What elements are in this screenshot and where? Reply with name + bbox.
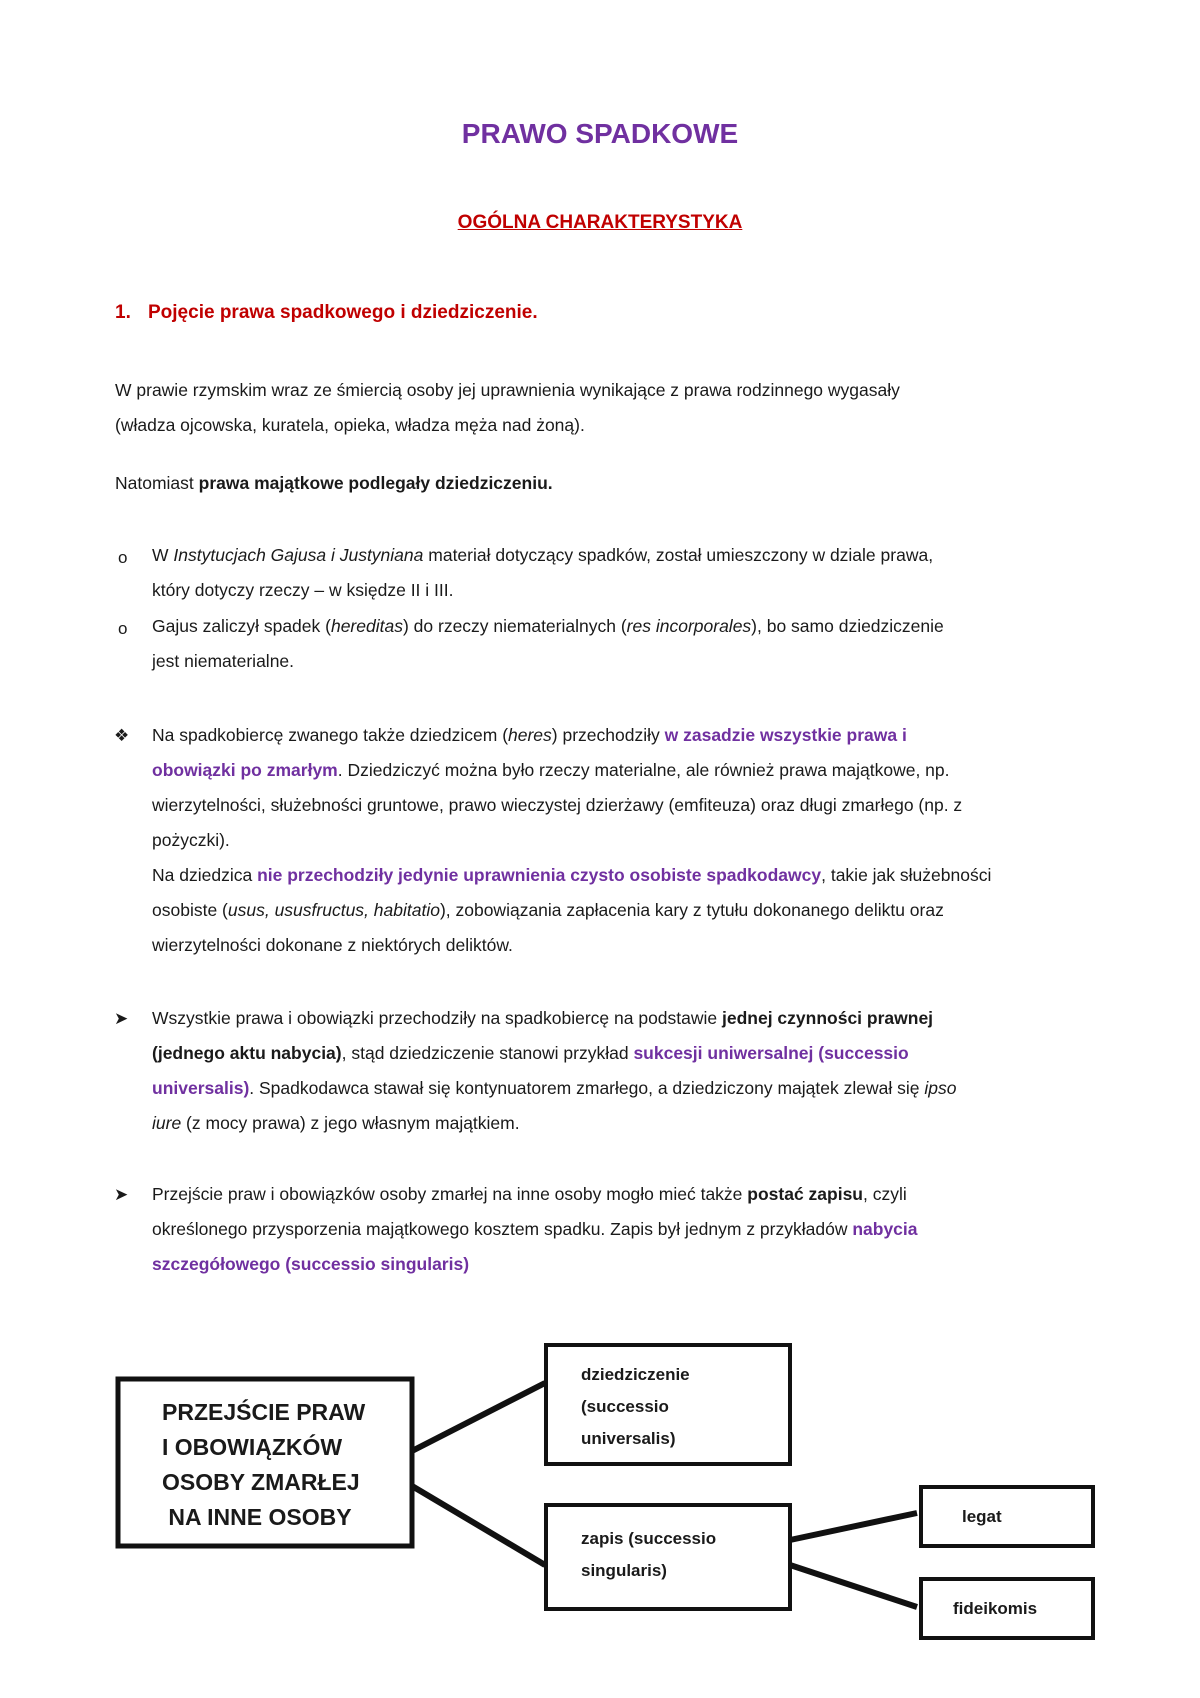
- main-box-line: OSOBY ZMARŁEJ: [162, 1469, 360, 1495]
- text: . Dziedziczyć można było rzeczy materialne, ale również prawa majątkowe, np.: [337, 760, 950, 780]
- legat-box: [921, 1487, 1093, 1546]
- document-subtitle: OGÓLNA CHARAKTERYSTYKA: [457, 212, 743, 233]
- highlight: nie przechodziły jedynie uprawnienia czysto osobiste spadkodawcy: [257, 865, 822, 885]
- zapis-box-text: [581, 1523, 716, 1587]
- text-bold: (jednego aktu nabycia): [152, 1043, 342, 1063]
- bullet-2-italic-1: hereditas: [330, 616, 403, 636]
- dziedziczenie-box-text: [581, 1359, 690, 1455]
- document-title: PRAWO SPADKOWE: [461, 118, 739, 149]
- natomiast-text: Natomiast: [115, 473, 199, 493]
- text-bold: jednej czynności prawnej: [722, 1008, 934, 1028]
- dziedziczenie-line: (successio: [581, 1397, 669, 1416]
- text: , czyli: [863, 1184, 907, 1204]
- section-label: Pojęcie prawa spadkowego i dziedziczenie.: [148, 302, 538, 323]
- highlight: sukcesji uniwersalnej (successio: [633, 1043, 909, 1063]
- intro-line-2: (władza ojcowska, kuratela, opieka, władza męża nad żoną).: [115, 415, 585, 435]
- section-number: 1.: [115, 302, 131, 323]
- bullet-1-c: materiał dotyczący spadków, został umieszczony w dziale prawa,: [423, 545, 934, 565]
- highlight: nabycia: [852, 1219, 918, 1239]
- bullet-1-italic: Instytucjach Gajusa i Justyniana: [173, 545, 424, 565]
- intro-line-1: W prawie rzymskim wraz ze śmiercią osoby jej uprawnienia wynikające z prawa rodzinnego wygasały: [115, 380, 900, 400]
- text-bold: postać zapisu: [747, 1184, 863, 1204]
- text: wierzytelności dokonane z niektórych deliktów.: [152, 935, 513, 955]
- highlight: szczegółowego (successio singularis): [152, 1254, 470, 1274]
- bullet-marker: o: [118, 619, 128, 638]
- connector-main-to-dziedziczenie: [412, 1383, 545, 1451]
- natomiast-bold: prawa majątkowe podlegały dziedziczeniu.: [198, 473, 553, 493]
- arrow-bullet-icon: ➤: [114, 1009, 129, 1028]
- highlight: obowiązki po zmarłym: [152, 760, 338, 780]
- bullet-2-c: ) do rzeczy niematerialnych (: [402, 616, 627, 636]
- text: . Spadkodawca stawał się kontynuatorem zmarłego, a dziedziczony majątek zlewał się: [249, 1078, 925, 1098]
- text-italic: usus, ususfructus, habitatio: [227, 900, 440, 920]
- bullet-2-e: ), bo samo dziedziczenie: [751, 616, 944, 636]
- connector-zapis-to-fideikomis: [790, 1565, 917, 1607]
- main-box-text: [162, 1395, 365, 1535]
- text: Wszystkie prawa i obowiązki przechodziły na spadkobiercę na podstawie: [152, 1008, 722, 1028]
- connector-main-to-zapis: [412, 1486, 545, 1565]
- legat-box-text: legat: [962, 1507, 1002, 1526]
- dziedziczenie-line: dziedziczenie: [581, 1365, 690, 1384]
- fideikomis-box-text: fideikomis: [953, 1599, 1038, 1618]
- text-italic: heres: [508, 725, 552, 745]
- text: Na dziedzica: [152, 865, 258, 885]
- highlight: w zasadzie wszystkie prawa i: [664, 725, 907, 745]
- text-italic: ipso: [924, 1078, 957, 1098]
- bullet-1-a: W: [152, 545, 174, 565]
- diamond-bullet-icon: ❖: [114, 726, 130, 745]
- text: wierzytelności, służebności gruntowe, prawo wieczystej dzierżawy (emfiteuza) oraz długi zmarłego (np. z: [152, 795, 963, 815]
- text: pożyczki).: [152, 830, 230, 850]
- zapis-line: singularis): [581, 1561, 667, 1580]
- text: ), zobowiązania zapłacenia kary z tytułu dokonanego deliktu oraz: [439, 900, 944, 920]
- bullet-2-italic-2: res incorporales: [626, 616, 752, 636]
- text: osobiste (: [152, 900, 228, 920]
- connector-zapis-to-legat: [790, 1513, 917, 1540]
- main-box-line: NA INNE OSOBY: [162, 1504, 352, 1530]
- text: ) przechodziły: [551, 725, 665, 745]
- zapis-line: zapis (successio: [581, 1529, 717, 1548]
- text-italic: iure: [152, 1113, 182, 1133]
- text: , stąd dziedziczenie stanowi przykład: [341, 1043, 634, 1063]
- text: , takie jak służebności: [821, 865, 992, 885]
- dziedziczenie-line: universalis): [581, 1429, 676, 1448]
- text: określonego przysporzenia majątkowego kosztem spadku. Zapis był jednym z przykładów: [152, 1219, 853, 1239]
- bullet-2-line-2: jest niematerialne.: [152, 651, 295, 671]
- arrow-bullet-icon: ➤: [114, 1185, 129, 1204]
- main-box-line: I OBOWIĄZKÓW: [162, 1434, 343, 1460]
- bullet-marker: o: [118, 548, 128, 567]
- text: Na spadkobiercę zwanego także dziedzicem (: [152, 725, 509, 745]
- text: (z mocy prawa) z jego własnym majątkiem.: [181, 1113, 520, 1133]
- highlight: universalis): [152, 1078, 250, 1098]
- main-box-line: PRZEJŚCIE PRAW: [162, 1399, 366, 1425]
- bullet-2-a: Gajus zaliczył spadek (: [152, 616, 331, 636]
- bullet-1-line-2: który dotyczy rzeczy – w księdze II i III.: [152, 580, 454, 600]
- text: Przejście praw i obowiązków osoby zmarłej na inne osoby mogło mieć także: [152, 1184, 748, 1204]
